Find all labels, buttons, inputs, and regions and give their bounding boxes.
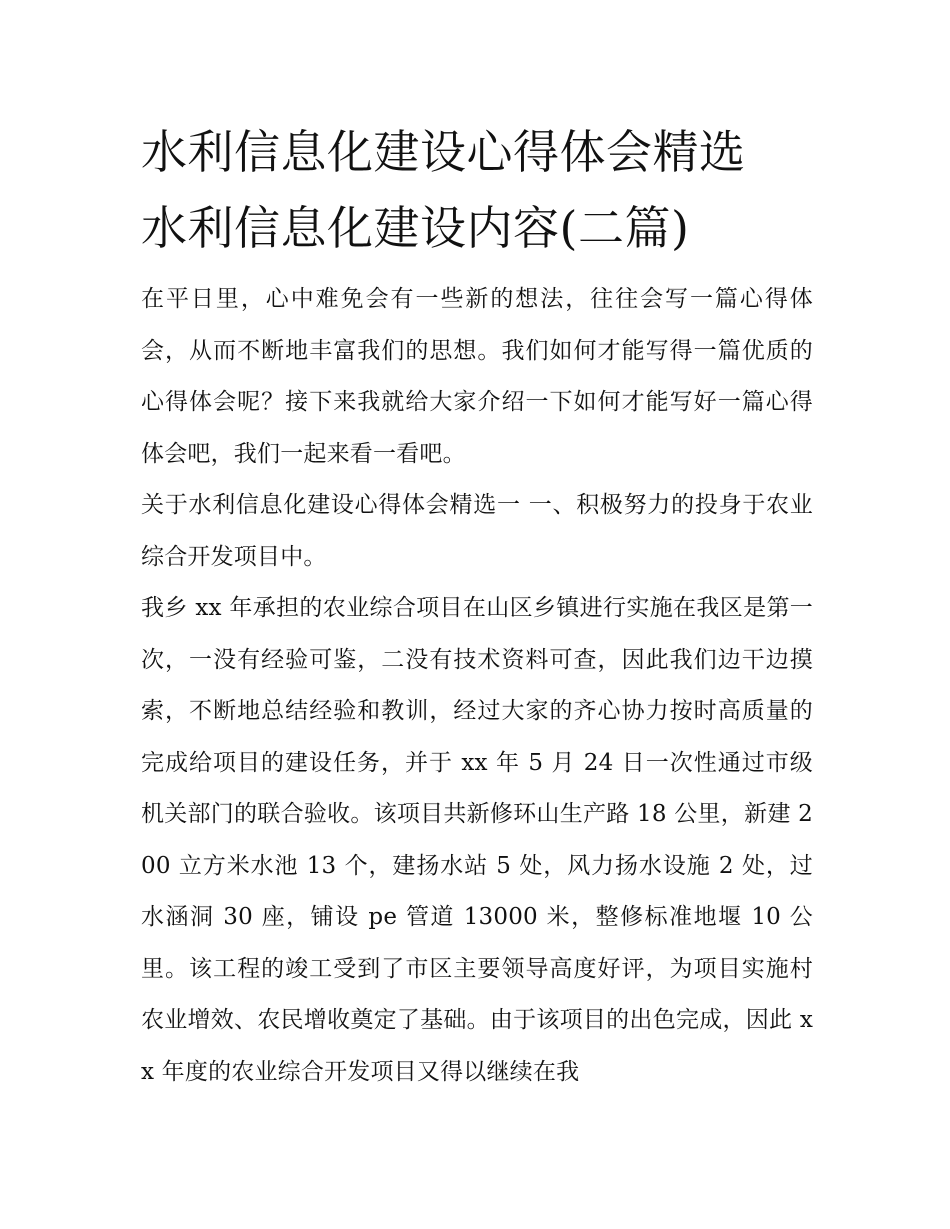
section-heading-paragraph: 关于水利信息化建设心得体会精选一 一、积极努力的投身于农业综合开发项目中。 <box>141 492 813 570</box>
title-line-2: 水利信息化建设内容(二篇) <box>141 201 690 255</box>
project-paragraph: 我乡 xx 年承担的农业综合项目在山区乡镇进行实施在我区是第一次，一没有经验可鉴，二没有技术资料可查，因此我们边干边摸索，不断地总结经验和教训，经过大家的齐心协力按时高质量的完成给项目的建设任务，并于 xx 年 5 月 24 日一次性通过市级机关部门的联合验收。该项目共新修环山生产路 18 公里，新建 200 立方米水池 13 个，建扬水站 5 处，风力扬水设施 2 处，过水涵洞 30 座，铺设 pe 管道 13000 米，整修标准地堰 10 公里。该工程的竣工受到了市区主要领导高度好评，为项目实施村农业增效、农民增收奠定了基础。由于该项目的出色完成，因此 xx 年度的农业综合开发项目又得以继续在我 <box>141 595 813 1085</box>
document-title <box>141 114 813 266</box>
intro-paragraph: 在平日里，心中难免会有一些新的想法，往往会写一篇心得体会，从而不断地丰富我们的思想。我们如何才能写得一篇优质的心得体会呢？接下来我就给大家介绍一下如何才能写好一篇心得体会吧，我们一起来看一看吧。 <box>141 286 813 467</box>
title-line-1: 水利信息化建设心得体会精选 <box>141 125 746 179</box>
document-body <box>141 114 813 1098</box>
